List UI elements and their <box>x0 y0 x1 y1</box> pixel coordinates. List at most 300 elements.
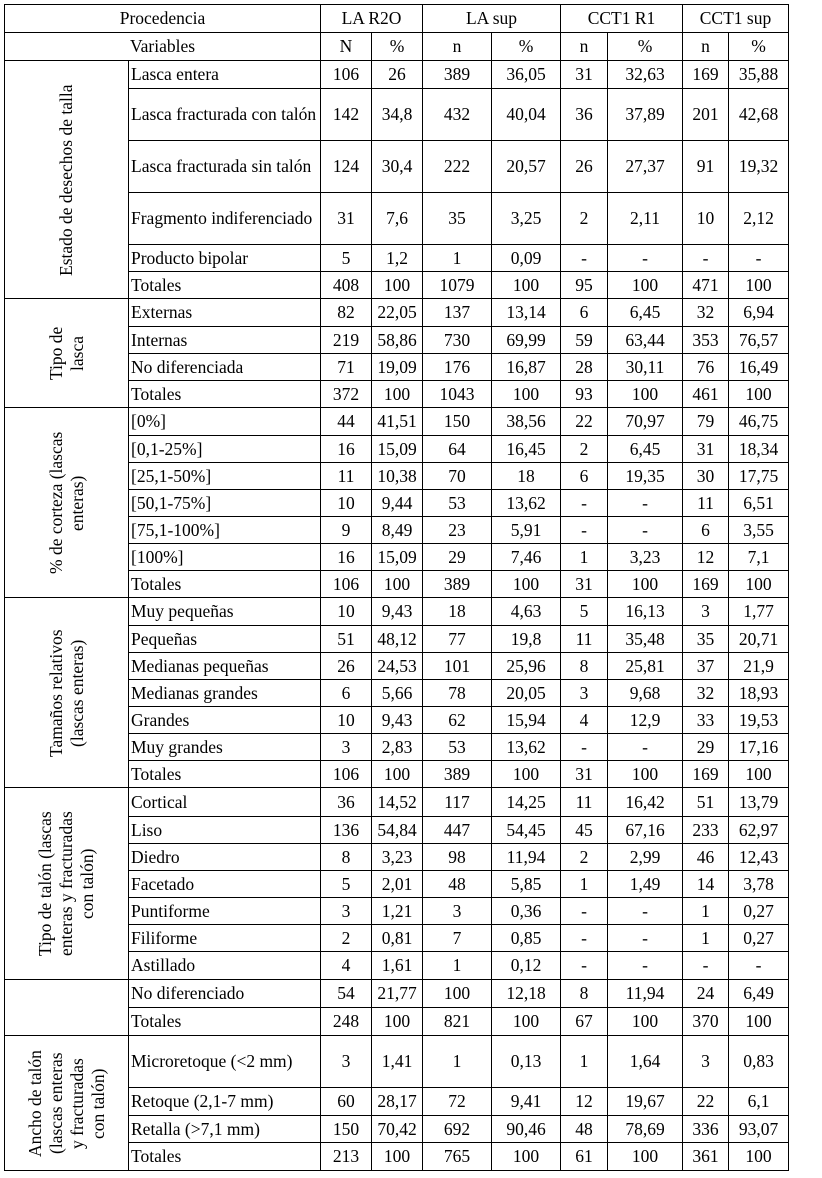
value-cell: 0,27 <box>729 898 789 925</box>
value-cell: 3,23 <box>372 844 423 871</box>
value-cell: 765 <box>423 1143 492 1171</box>
value-cell: 692 <box>423 1116 492 1143</box>
value-cell: - <box>729 952 789 980</box>
value-cell: 0,12 <box>492 952 561 980</box>
value-cell: 2,83 <box>372 734 423 761</box>
variable-label: Totales <box>129 1008 321 1036</box>
value-cell: 16 <box>321 544 372 571</box>
value-cell: 6,94 <box>729 299 789 327</box>
value-cell: - <box>561 952 608 980</box>
value-cell: 67 <box>561 1008 608 1036</box>
value-cell: 82 <box>321 299 372 327</box>
value-cell: 2 <box>321 925 372 952</box>
value-cell: 1,61 <box>372 952 423 980</box>
group-label: % de corteza (lascas enteras) <box>45 431 87 574</box>
value-cell: - <box>608 517 683 544</box>
value-cell: 12,18 <box>492 980 561 1008</box>
value-cell: 106 <box>321 571 372 598</box>
value-cell: 100 <box>372 1008 423 1036</box>
value-cell: 3,23 <box>608 544 683 571</box>
group-label-cell <box>5 1036 129 1171</box>
value-cell: 5,91 <box>492 517 561 544</box>
variable-label: Fragmento indiferenciado <box>129 193 321 245</box>
value-cell: 2,12 <box>729 193 789 245</box>
value-cell: 41,51 <box>372 408 423 436</box>
variable-label: Totales <box>129 571 321 598</box>
value-cell: 53 <box>423 734 492 761</box>
header-row-sites <box>5 5 789 33</box>
value-cell: 2 <box>561 436 608 463</box>
value-cell: 25,81 <box>608 653 683 680</box>
value-cell: - <box>608 245 683 272</box>
value-cell: 219 <box>321 327 372 354</box>
value-cell: 78 <box>423 680 492 707</box>
value-cell: 2,11 <box>608 193 683 245</box>
value-cell: 117 <box>423 788 492 817</box>
value-cell: 59 <box>561 327 608 354</box>
value-cell: 46 <box>683 844 729 871</box>
value-cell: 5 <box>561 598 608 626</box>
variable-label: Medianas pequeñas <box>129 653 321 680</box>
value-cell: 18 <box>423 598 492 626</box>
value-cell: 30,4 <box>372 141 423 193</box>
variable-label: Cortical <box>129 788 321 817</box>
value-cell: 12 <box>561 1088 608 1116</box>
variables-header: Variables <box>5 33 321 61</box>
value-cell: - <box>608 925 683 952</box>
value-cell: 79 <box>683 408 729 436</box>
value-cell: 730 <box>423 327 492 354</box>
value-cell: 8 <box>561 653 608 680</box>
group-label: Ancho de talón (lascas enteras y fracturadas con talón) <box>24 1049 108 1157</box>
value-cell: 471 <box>683 272 729 299</box>
value-cell: 26 <box>372 61 423 89</box>
value-cell: 22 <box>561 408 608 436</box>
value-cell: 11 <box>321 463 372 490</box>
value-cell: 9,68 <box>608 680 683 707</box>
value-cell: 137 <box>423 299 492 327</box>
value-cell: 10,38 <box>372 463 423 490</box>
subheader-cell: n <box>561 33 608 61</box>
subheader-cell: n <box>423 33 492 61</box>
variable-label: Microretoque (<2 mm) <box>129 1036 321 1088</box>
value-cell: 15,09 <box>372 544 423 571</box>
value-cell: 6 <box>683 517 729 544</box>
variable-label: Producto bipolar <box>129 245 321 272</box>
value-cell: 100 <box>729 272 789 299</box>
value-cell: 15,94 <box>492 707 561 734</box>
table-row <box>5 299 789 327</box>
value-cell: 19,32 <box>729 141 789 193</box>
variable-label: Lasca fracturada con talón <box>129 89 321 141</box>
value-cell: 28 <box>561 354 608 381</box>
value-cell: 100 <box>608 381 683 408</box>
value-cell: 93,07 <box>729 1116 789 1143</box>
value-cell: 136 <box>321 817 372 844</box>
value-cell: 0,27 <box>729 925 789 952</box>
group-label-cell <box>5 788 129 980</box>
value-cell: 93 <box>561 381 608 408</box>
variable-label: [50,1-75%] <box>129 490 321 517</box>
value-cell: 51 <box>321 626 372 653</box>
value-cell: 31 <box>321 193 372 245</box>
value-cell: 53 <box>423 490 492 517</box>
value-cell: 42,68 <box>729 89 789 141</box>
value-cell: 24,53 <box>372 653 423 680</box>
value-cell: 25,96 <box>492 653 561 680</box>
table-row <box>5 408 789 436</box>
value-cell: 17,16 <box>729 734 789 761</box>
value-cell: 7 <box>423 925 492 952</box>
variable-label: Totales <box>129 381 321 408</box>
variable-label: Muy pequeñas <box>129 598 321 626</box>
value-cell: 77 <box>423 626 492 653</box>
value-cell: 30,11 <box>608 354 683 381</box>
value-cell: 13,79 <box>729 788 789 817</box>
value-cell: 11,94 <box>608 980 683 1008</box>
value-cell: 9,43 <box>372 707 423 734</box>
value-cell: 1 <box>561 544 608 571</box>
value-cell: 169 <box>683 571 729 598</box>
value-cell: 7,6 <box>372 193 423 245</box>
value-cell: 100 <box>729 1008 789 1036</box>
procedencia-header: Procedencia <box>5 5 321 33</box>
value-cell: 1,64 <box>608 1036 683 1088</box>
value-cell: 336 <box>683 1116 729 1143</box>
variable-label: Pequeñas <box>129 626 321 653</box>
value-cell: 48 <box>423 871 492 898</box>
value-cell: 31 <box>561 571 608 598</box>
value-cell: 71 <box>321 354 372 381</box>
value-cell: 16 <box>321 436 372 463</box>
value-cell: 8 <box>321 844 372 871</box>
value-cell: 18,34 <box>729 436 789 463</box>
value-cell: 30 <box>683 463 729 490</box>
value-cell: 100 <box>729 571 789 598</box>
subheader-cell: % <box>492 33 561 61</box>
variable-label: Astillado <box>129 952 321 980</box>
value-cell: 19,67 <box>608 1088 683 1116</box>
value-cell: 150 <box>321 1116 372 1143</box>
value-cell: 100 <box>492 272 561 299</box>
value-cell: 100 <box>492 761 561 788</box>
value-cell: 1 <box>561 1036 608 1088</box>
value-cell: 95 <box>561 272 608 299</box>
value-cell: 3 <box>683 598 729 626</box>
value-cell: 26 <box>561 141 608 193</box>
site-header: CCT1 R1 <box>561 5 683 33</box>
value-cell: 32 <box>683 299 729 327</box>
site-header: LA sup <box>423 5 561 33</box>
value-cell: 69,99 <box>492 327 561 354</box>
value-cell: - <box>683 952 729 980</box>
value-cell: - <box>561 245 608 272</box>
value-cell: 372 <box>321 381 372 408</box>
value-cell: 100 <box>608 272 683 299</box>
value-cell: 6,45 <box>608 299 683 327</box>
table-row <box>5 980 789 1008</box>
value-cell: 16,13 <box>608 598 683 626</box>
value-cell: 106 <box>321 61 372 89</box>
value-cell: 142 <box>321 89 372 141</box>
value-cell: 1 <box>423 245 492 272</box>
value-cell: 12,43 <box>729 844 789 871</box>
value-cell: - <box>561 490 608 517</box>
value-cell: 32 <box>683 680 729 707</box>
value-cell: 20,71 <box>729 626 789 653</box>
value-cell: 9,43 <box>372 598 423 626</box>
value-cell: 10 <box>321 490 372 517</box>
value-cell: 106 <box>321 761 372 788</box>
value-cell: 100 <box>608 571 683 598</box>
variable-label: Medianas grandes <box>129 680 321 707</box>
value-cell: 6 <box>321 680 372 707</box>
value-cell: 15,09 <box>372 436 423 463</box>
value-cell: 91 <box>683 141 729 193</box>
value-cell: 16,87 <box>492 354 561 381</box>
value-cell: - <box>683 245 729 272</box>
value-cell: 32,63 <box>608 61 683 89</box>
value-cell: 76,57 <box>729 327 789 354</box>
value-cell: 48 <box>561 1116 608 1143</box>
value-cell: 0,13 <box>492 1036 561 1088</box>
value-cell: 36,05 <box>492 61 561 89</box>
value-cell: 29 <box>683 734 729 761</box>
value-cell: 21,9 <box>729 653 789 680</box>
value-cell: 389 <box>423 571 492 598</box>
value-cell: 38,56 <box>492 408 561 436</box>
variable-label: Externas <box>129 299 321 327</box>
value-cell: 67,16 <box>608 817 683 844</box>
value-cell: 12,9 <box>608 707 683 734</box>
variable-label: [0,1-25%] <box>129 436 321 463</box>
value-cell: 11,94 <box>492 844 561 871</box>
value-cell: 60 <box>321 1088 372 1116</box>
value-cell: - <box>561 898 608 925</box>
group-label: Estado de desechos de talla <box>56 83 76 276</box>
data-table <box>4 4 789 1171</box>
variable-label: Puntiforme <box>129 898 321 925</box>
value-cell: 35 <box>423 193 492 245</box>
value-cell: 9,44 <box>372 490 423 517</box>
value-cell: 54,84 <box>372 817 423 844</box>
value-cell: 18,93 <box>729 680 789 707</box>
value-cell: 13,62 <box>492 490 561 517</box>
value-cell: 389 <box>423 761 492 788</box>
value-cell: 12 <box>683 544 729 571</box>
variable-label: Liso <box>129 817 321 844</box>
value-cell: 26 <box>321 653 372 680</box>
group-label: Tamaños relativos (lascas enteras) <box>45 628 87 757</box>
value-cell: 1 <box>683 925 729 952</box>
variable-label: Retoque (2,1-7 mm) <box>129 1088 321 1116</box>
value-cell: - <box>561 925 608 952</box>
table-row <box>5 61 789 89</box>
value-cell: 29 <box>423 544 492 571</box>
value-cell: 70 <box>423 463 492 490</box>
value-cell: 24 <box>683 980 729 1008</box>
value-cell: 5 <box>321 245 372 272</box>
value-cell: 3 <box>321 734 372 761</box>
subheader-cell: % <box>729 33 789 61</box>
value-cell: 169 <box>683 761 729 788</box>
value-cell: 100 <box>492 1143 561 1171</box>
value-cell: 821 <box>423 1008 492 1036</box>
value-cell: 22,05 <box>372 299 423 327</box>
value-cell: 46,75 <box>729 408 789 436</box>
value-cell: 10 <box>683 193 729 245</box>
value-cell: 0,85 <box>492 925 561 952</box>
value-cell: 98 <box>423 844 492 871</box>
value-cell: 6 <box>561 299 608 327</box>
variable-label: Filiforme <box>129 925 321 952</box>
value-cell: 2,01 <box>372 871 423 898</box>
value-cell: 3 <box>423 898 492 925</box>
value-cell: 10 <box>321 707 372 734</box>
value-cell: 3 <box>321 898 372 925</box>
value-cell: 8,49 <box>372 517 423 544</box>
value-cell: 78,69 <box>608 1116 683 1143</box>
value-cell: 11 <box>561 626 608 653</box>
value-cell: 432 <box>423 89 492 141</box>
value-cell: 16,42 <box>608 788 683 817</box>
value-cell: 100 <box>492 381 561 408</box>
value-cell: 100 <box>372 571 423 598</box>
value-cell: 21,77 <box>372 980 423 1008</box>
variable-label: [75,1-100%] <box>129 517 321 544</box>
value-cell: 33 <box>683 707 729 734</box>
value-cell: 16,49 <box>729 354 789 381</box>
value-cell: 1,21 <box>372 898 423 925</box>
value-cell: 3,25 <box>492 193 561 245</box>
value-cell: 45 <box>561 817 608 844</box>
value-cell: 19,35 <box>608 463 683 490</box>
value-cell: 100 <box>492 1008 561 1036</box>
value-cell: 19,09 <box>372 354 423 381</box>
value-cell: 61 <box>561 1143 608 1171</box>
value-cell: 14,52 <box>372 788 423 817</box>
value-cell: 6,45 <box>608 436 683 463</box>
value-cell: 7,1 <box>729 544 789 571</box>
group-label-cell <box>5 61 129 299</box>
value-cell: 353 <box>683 327 729 354</box>
value-cell: 9 <box>321 517 372 544</box>
value-cell: 100 <box>423 980 492 1008</box>
variable-label: Totales <box>129 1143 321 1171</box>
value-cell: 447 <box>423 817 492 844</box>
value-cell: 62,97 <box>729 817 789 844</box>
value-cell: 3,78 <box>729 871 789 898</box>
variable-label: Lasca entera <box>129 61 321 89</box>
value-cell: 54,45 <box>492 817 561 844</box>
site-header: LA R2O <box>321 5 423 33</box>
value-cell: 1 <box>561 871 608 898</box>
value-cell: 54 <box>321 980 372 1008</box>
value-cell: 100 <box>372 761 423 788</box>
value-cell: 35,88 <box>729 61 789 89</box>
value-cell: 201 <box>683 89 729 141</box>
value-cell: 408 <box>321 272 372 299</box>
value-cell: 76 <box>683 354 729 381</box>
value-cell: 100 <box>372 272 423 299</box>
value-cell: - <box>608 490 683 517</box>
value-cell: 1079 <box>423 272 492 299</box>
value-cell: 11 <box>683 490 729 517</box>
value-cell: - <box>561 734 608 761</box>
value-cell: 34,8 <box>372 89 423 141</box>
value-cell: 150 <box>423 408 492 436</box>
value-cell: 70,97 <box>608 408 683 436</box>
value-cell: 4 <box>321 952 372 980</box>
value-cell: 51 <box>683 788 729 817</box>
value-cell: 19,8 <box>492 626 561 653</box>
value-cell: 100 <box>372 381 423 408</box>
value-cell: 370 <box>683 1008 729 1036</box>
value-cell: 13,62 <box>492 734 561 761</box>
value-cell: 124 <box>321 141 372 193</box>
site-header: CCT1 sup <box>683 5 789 33</box>
value-cell: 233 <box>683 817 729 844</box>
subheader-cell: n <box>683 33 729 61</box>
value-cell: - <box>608 898 683 925</box>
group-label-cell <box>5 980 129 1036</box>
group-label: Tipo de lasca <box>45 326 87 380</box>
value-cell: 6,1 <box>729 1088 789 1116</box>
variable-label: [25,1-50%] <box>129 463 321 490</box>
value-cell: 2,99 <box>608 844 683 871</box>
variable-label: [0%] <box>129 408 321 436</box>
value-cell: 100 <box>729 1143 789 1171</box>
value-cell: 0,36 <box>492 898 561 925</box>
group-label-cell <box>5 299 129 408</box>
value-cell: 100 <box>608 1143 683 1171</box>
value-cell: 213 <box>321 1143 372 1171</box>
value-cell: 389 <box>423 61 492 89</box>
value-cell: 35 <box>683 626 729 653</box>
value-cell: 222 <box>423 141 492 193</box>
value-cell: 37 <box>683 653 729 680</box>
value-cell: 248 <box>321 1008 372 1036</box>
value-cell: 461 <box>683 381 729 408</box>
value-cell: 1 <box>683 898 729 925</box>
value-cell: 2 <box>561 844 608 871</box>
value-cell: 20,05 <box>492 680 561 707</box>
value-cell: 361 <box>683 1143 729 1171</box>
value-cell: 6,51 <box>729 490 789 517</box>
value-cell: 1043 <box>423 381 492 408</box>
value-cell: 169 <box>683 61 729 89</box>
value-cell: 0,83 <box>729 1036 789 1088</box>
table-row <box>5 788 789 817</box>
value-cell: 100 <box>729 761 789 788</box>
value-cell: 5 <box>321 871 372 898</box>
value-cell: 31 <box>683 436 729 463</box>
value-cell: 18 <box>492 463 561 490</box>
value-cell: 0,09 <box>492 245 561 272</box>
table-row <box>5 598 789 626</box>
value-cell: 4,63 <box>492 598 561 626</box>
header-row-variables <box>5 33 789 61</box>
value-cell: 37,89 <box>608 89 683 141</box>
value-cell: 19,53 <box>729 707 789 734</box>
value-cell: 1 <box>423 952 492 980</box>
value-cell: 6 <box>561 463 608 490</box>
value-cell: 13,14 <box>492 299 561 327</box>
table-row <box>5 1036 789 1088</box>
value-cell: - <box>561 517 608 544</box>
variable-label: Muy grandes <box>129 734 321 761</box>
value-cell: 16,45 <box>492 436 561 463</box>
